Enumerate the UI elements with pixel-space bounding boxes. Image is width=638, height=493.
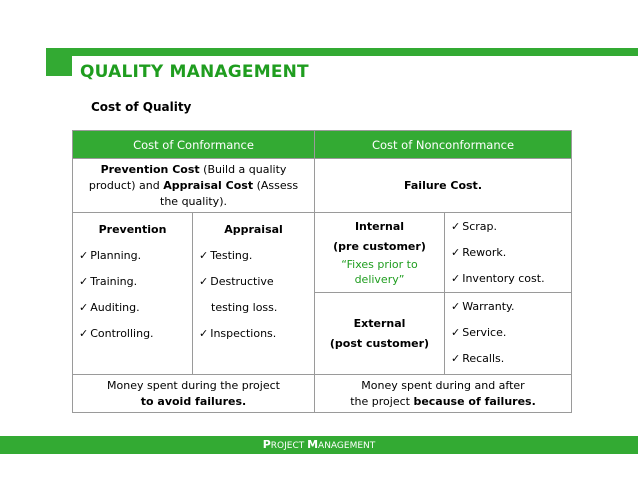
check-icon: ✓ xyxy=(79,275,89,288)
list-item: ✓ Auditing. xyxy=(79,301,140,314)
check-icon: ✓ xyxy=(451,300,461,313)
prevention-cost-text: (Build a quality product) and xyxy=(88,162,287,192)
appraisal-title: Appraisal xyxy=(224,223,283,236)
appraisal-cell xyxy=(193,213,315,375)
check-icon: ✓ xyxy=(451,220,461,233)
check-icon: ✓ xyxy=(79,301,89,314)
external-cell xyxy=(315,293,445,375)
list-item: ✓ Recalls. xyxy=(451,352,505,365)
list-item: ✓ Controlling. xyxy=(79,327,154,340)
appraisal-cost-text: (Assess the quality). xyxy=(160,178,299,208)
check-icon: ✓ xyxy=(451,352,461,365)
prevention-title: Prevention xyxy=(98,223,167,236)
list-item: ✓ Destructive xyxy=(199,275,274,288)
list-item: ✓ Warranty. xyxy=(451,300,515,313)
footer-left-line1: Money spent during the project xyxy=(107,378,280,392)
check-icon: ✓ xyxy=(199,275,209,288)
cost-of-quality-table xyxy=(72,130,572,413)
check-icon: ✓ xyxy=(79,327,89,340)
internal-quote-line2: delivery” xyxy=(354,273,405,286)
internal-quote-line1: “Fixes prior to xyxy=(341,258,418,271)
appraisal-cost-label: Appraisal Cost xyxy=(163,178,254,192)
header-conformance: Cost of Conformance xyxy=(73,131,315,159)
check-icon: ✓ xyxy=(451,272,461,285)
footer-right-line2: the project because of failures. xyxy=(350,394,536,408)
footer-left-cell xyxy=(73,375,315,413)
nonconformance-summary: Failure Cost. xyxy=(315,159,572,213)
prevention-cell xyxy=(73,213,193,375)
list-item: ✓ Planning. xyxy=(79,249,142,262)
list-item: ✓ Scrap. xyxy=(451,220,497,233)
list-item: ✓ Training. xyxy=(79,275,138,288)
internal-title: Internal xyxy=(354,220,405,233)
internal-items-cell xyxy=(445,213,572,293)
list-item: ✓ Inspections. xyxy=(199,327,277,340)
list-item: testing loss. xyxy=(211,301,278,314)
footer-left-line2: to avoid failures. xyxy=(140,394,247,408)
footer-right-cell xyxy=(315,375,572,413)
internal-cell xyxy=(315,213,445,293)
internal-subtitle: (pre customer) xyxy=(333,240,426,253)
slide-title: QUALITY MANAGEMENT xyxy=(80,62,309,82)
check-icon: ✓ xyxy=(451,246,461,259)
check-icon: ✓ xyxy=(199,327,209,340)
external-title: External xyxy=(353,316,406,330)
list-item: ✓ Testing. xyxy=(199,249,253,262)
header-nonconformance: Cost of Nonconformance xyxy=(315,131,572,159)
check-icon: ✓ xyxy=(79,249,89,262)
list-item: ✓ Inventory cost. xyxy=(451,272,545,285)
slide-subtitle: Cost of Quality xyxy=(91,100,192,114)
check-icon: ✓ xyxy=(451,326,461,339)
list-item: ✓ Service. xyxy=(451,326,507,339)
conformance-summary xyxy=(73,159,315,213)
prevention-cost-label: Prevention Cost xyxy=(100,162,200,176)
footer-right-line1: Money spent during and after xyxy=(361,378,525,392)
external-subtitle: (post customer) xyxy=(329,336,430,350)
footer-label: PROJECT MANAGEMENT xyxy=(262,438,376,451)
external-items-cell xyxy=(445,293,572,375)
check-icon: ✓ xyxy=(199,249,209,262)
list-item: ✓ Rework. xyxy=(451,246,507,259)
